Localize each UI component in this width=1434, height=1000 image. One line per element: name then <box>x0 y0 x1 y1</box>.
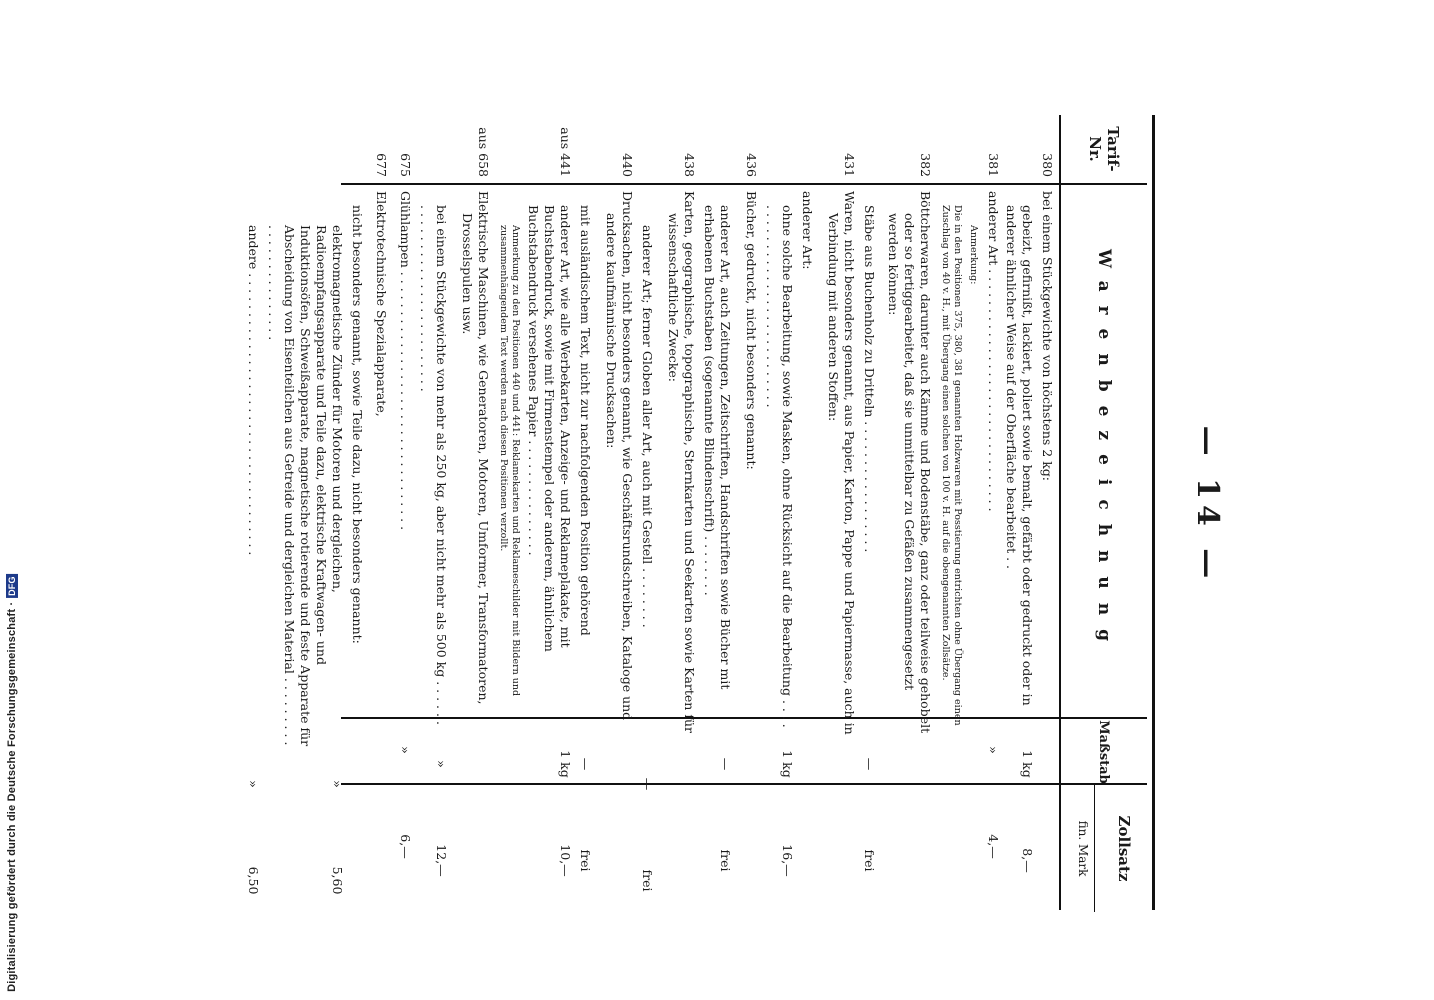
description-cell: nicht besonders genannt, sowie Teile dazu, nicht besonders genannt: <box>350 205 365 644</box>
tarif-nr-cell <box>349 115 365 183</box>
description-cell: Elektrische Maschinen, wie Generatoren, Motoren, Umformer, Transformatoren, Drosselspulen usw. <box>460 191 491 705</box>
zollsatz-cell <box>967 817 979 944</box>
description-cell: anderer Art, auch Zeitungen, Zeitschriften, Handschriften sowie Bücher mit erhabenen Buchstaben (sogenannte Blindenschrift) . . . . . . . . <box>702 205 733 690</box>
massstab-cell <box>497 751 521 817</box>
table-row <box>417 115 449 910</box>
massstab-cell: 1 kg <box>1020 750 1035 778</box>
zollsatz-cell: frei <box>578 849 593 872</box>
tarif-nr-cell <box>701 115 733 183</box>
massstab-cell <box>603 739 635 805</box>
description-cell: Drucksachen, nicht besonders genannt, wie Geschäftsrundschreiben, Kataloge und andere kaufmännische Drucksachen: <box>604 191 635 721</box>
description-cell: Anmerkung: <box>968 225 979 285</box>
description-cell: anderer Art . . . . . . . . . . . . . . . . . . . . . . . . . . . . . . . <box>986 191 1001 512</box>
massstab-cell: » <box>246 780 261 788</box>
zollsatz-cell: 6,50 <box>246 866 261 895</box>
massstab-cell <box>967 751 979 817</box>
massstab-cell <box>799 717 815 783</box>
zollsatz-cell <box>885 805 933 932</box>
zollsatz-cell: frei <box>862 849 877 872</box>
description-cell: Böttcherwaren, darunter auch Kämme und Bodenstäbe, ganz oder teilweise gehobelt oder so fertiggearbeitet, daß sie unmittelbar zu Gefäßen zusammengesetzt werden können: <box>886 191 933 734</box>
description-cell: Waren, nicht besonders genannt, aus Papier, Karton, Pappe und Papiermasse, auch in Verbindung mit anderen Stoffen: <box>826 191 857 735</box>
tarif-nr-cell <box>1003 115 1035 183</box>
table-row <box>349 115 365 910</box>
table-row <box>861 115 877 910</box>
table-body <box>241 115 1055 910</box>
table-row <box>245 115 261 910</box>
zollsatz-cell: 10,— <box>558 844 573 877</box>
zollsatz-cell: 8,— <box>1020 848 1035 873</box>
tarif-nr-cell <box>639 115 655 183</box>
credit-text: Digitalisierung gefördert durch die Deutsche Forschungsgemeinschaft · <box>6 601 18 992</box>
tarif-nr-cell: aus 658 <box>476 127 491 177</box>
tarif-nr-cell: 438 <box>682 153 697 177</box>
tarif-nr-cell <box>763 115 795 183</box>
zollsatz-cell <box>743 783 759 910</box>
tarif-nr-cell <box>417 115 449 183</box>
tarif-nr-cell <box>245 115 261 183</box>
tarif-nr-cell: 677 <box>374 153 389 177</box>
massstab-cell: — <box>862 757 877 771</box>
tariff-page <box>145 90 1325 920</box>
tarif-nr-cell <box>577 115 593 183</box>
description-cell: Anmerkung zu den Positionen 440 und 441: Reklamekarten und Reklameschilder mit Bildern und zusammenhängendem Text werden nach diesen Positionen verzollt. <box>498 225 521 697</box>
zollsatz-cell <box>799 783 815 910</box>
description-cell: anderer Art, wie alle Werbekarten, Anzeige- und Reklameplakate, mit Buchstabendruck, sowie mit Firmenstempel oder anderem, ähnlichem Buchstabendruck versehenes Papier . . . . . . . . . . . . . . . <box>526 205 573 652</box>
table-header <box>1059 115 1147 910</box>
zollsatz-cell <box>825 805 857 932</box>
massstab-cell <box>665 739 697 805</box>
zollsatz-cell: 12,— <box>434 844 449 877</box>
tarif-nr-cell: aus 441 <box>558 127 573 177</box>
massstab-cell <box>825 739 857 805</box>
tarif-nr-cell <box>265 115 345 183</box>
zollsatz-cell: 16,— <box>780 844 795 877</box>
zollsatz-cell: 4,— <box>986 834 1001 859</box>
table-row <box>885 115 933 910</box>
description-cell: anderer Art: <box>800 191 815 270</box>
table-row <box>701 115 733 910</box>
table-row <box>265 115 345 910</box>
description-cell: Glühlampen . . . . . . . . . . . . . . . . . . . . . . . . . . . . . . . . . <box>398 191 413 531</box>
table-row <box>967 115 979 910</box>
dfg-logo: DFG <box>7 576 17 596</box>
tarif-nr-cell <box>967 115 979 183</box>
table-row <box>1039 115 1055 910</box>
tarif-nr-cell <box>799 115 815 183</box>
massstab-cell: » <box>986 746 1001 754</box>
table-row <box>603 115 635 910</box>
massstab-cell <box>1039 717 1055 783</box>
zollsatz-cell <box>497 817 521 944</box>
tarif-nr-cell <box>497 115 521 183</box>
header-zollsatz <box>1061 783 1147 912</box>
massstab-cell <box>459 739 491 805</box>
table-row <box>639 115 655 910</box>
description-cell: anderer Art; ferner Globen aller Art, auch mit Gestell . . . . . . . . <box>640 225 655 628</box>
table-row <box>799 115 815 910</box>
massstab-cell: » <box>330 780 345 788</box>
description-cell: bei einem Stückgewichte von mehr als 250 kg, aber nicht mehr als 500 kg . . . . . . . . . . . . . . . . . . . . . . . . . . . . . . <box>418 205 449 725</box>
table-row <box>373 115 389 910</box>
massstab-cell <box>885 739 933 805</box>
description-cell: elektromagnetische Zünder für Motoren und dergleichen, Radioempfangsapparate und Teile dazu, elektrische Kraftwagen- und Induktionsöfen, Schweißapparate, magnetische rotierende und feste Apparate für Abscheidung von Eisenteilchen aus Getreide und dergleichen Material . . . . . . . . . . . . . . . . . . . . . . . . <box>266 225 345 747</box>
tarif-nr-cell: 380 <box>1040 153 1055 177</box>
zollsatz-cell: frei <box>718 849 733 872</box>
table-row <box>763 115 795 910</box>
description-cell: bei einem Stückgewichte von höchstens 2 kg: <box>1040 191 1055 482</box>
table-row <box>1003 115 1035 910</box>
header-massstab: Maßstab <box>1061 717 1147 785</box>
description-cell: ohne solche Bearbeitung, sowie Masken, ohne Rücksicht auf die Bearbeitung . . . . . . . . . . . . . . . . . . . . . . . . . . . . . . <box>764 205 795 728</box>
description-cell: Bücher, gedruckt, nicht besonders genannt: <box>744 191 759 470</box>
massstab-cell: — <box>640 777 655 791</box>
zollsatz-cell <box>939 797 963 924</box>
description-cell: gebeizt, gefirnißt, lackiert, poliert sowie bemalt, gefärbt oder gedruckt oder in anderer ähnlicher Weise auf der Oberfläche bearbeitet . . <box>1004 205 1035 706</box>
table-row <box>497 115 521 910</box>
header-zollsatz-unit: fin. Mark <box>1076 785 1095 912</box>
massstab-cell: » <box>434 760 449 768</box>
header-zollsatz-label: Zollsatz <box>1115 815 1133 882</box>
zollsatz-cell <box>665 805 697 932</box>
massstab-cell: — <box>718 757 733 771</box>
zollsatz-cell <box>459 805 491 932</box>
tarif-nr-cell <box>939 115 963 183</box>
description-cell: Karten, geographische, topographische, Sternkarten und Seekarten sowie Karten für wissenschaftliche Zwecke: <box>666 191 697 733</box>
digitization-credit <box>6 574 18 992</box>
massstab-cell: 1 kg <box>780 750 795 778</box>
description-cell: Elektrotechnische Spezialapparate, <box>374 191 389 417</box>
table-row <box>397 115 413 910</box>
tarif-nr-cell: 431 <box>842 153 857 177</box>
table-row <box>743 115 759 910</box>
massstab-cell <box>349 731 365 797</box>
massstab-cell: 1 kg <box>558 750 573 778</box>
zollsatz-cell: 5,60 <box>330 866 345 895</box>
tarif-nr-cell: 675 <box>398 153 413 177</box>
table-row <box>665 115 697 910</box>
header-warenbezeichnung: Warenbezeichnung <box>1061 183 1147 719</box>
zollsatz-cell <box>349 797 365 924</box>
description-cell: Stäbe aus Buchenholz zu Dritteln . . . . . . . . . . . . . . . . . <box>862 205 877 553</box>
tarif-nr-cell: 440 <box>620 153 635 177</box>
tarif-nr-cell: 381 <box>986 153 1001 177</box>
table-row <box>825 115 857 910</box>
description-cell: andere . . . . . . . . . . . . . . . . . . . . . . . . . . . . . . . . . . . . <box>246 225 261 556</box>
table-row <box>459 115 491 910</box>
zollsatz-cell <box>373 783 389 910</box>
massstab-cell <box>939 731 963 797</box>
massstab-cell: — <box>578 757 593 771</box>
tarif-nr-cell: 436 <box>744 153 759 177</box>
tarif-nr-cell <box>861 115 877 183</box>
table-row <box>577 115 593 910</box>
table-row <box>939 115 963 910</box>
table-row <box>525 115 573 910</box>
top-rule <box>1152 115 1155 910</box>
zollsatz-cell: frei <box>640 869 655 892</box>
massstab-cell <box>373 717 389 783</box>
zollsatz-cell: 6,— <box>398 834 413 859</box>
description-cell: Die in den Positionen 375, 380, 381 genannten Holzwaren mit Posstierung entrichten ohne Übergang einen Zuschlag von 40 v. H., mit Übergang einen solchen von 100 v. H. auf die obengenannten Zollsätze. <box>940 205 963 726</box>
massstab-cell: » <box>398 746 413 754</box>
table-row <box>985 115 1001 910</box>
header-tarif-nr: Tarif-Nr. <box>1086 126 1122 172</box>
description-cell: mit ausländischem Text, nicht zur nachfolgenden Position gehörend <box>578 205 593 636</box>
zollsatz-cell <box>603 805 635 932</box>
massstab-cell <box>743 717 759 783</box>
tarif-nr-cell: 382 <box>918 153 933 177</box>
page-number: — 14 — <box>1190 425 1225 585</box>
zollsatz-cell <box>1039 783 1055 910</box>
